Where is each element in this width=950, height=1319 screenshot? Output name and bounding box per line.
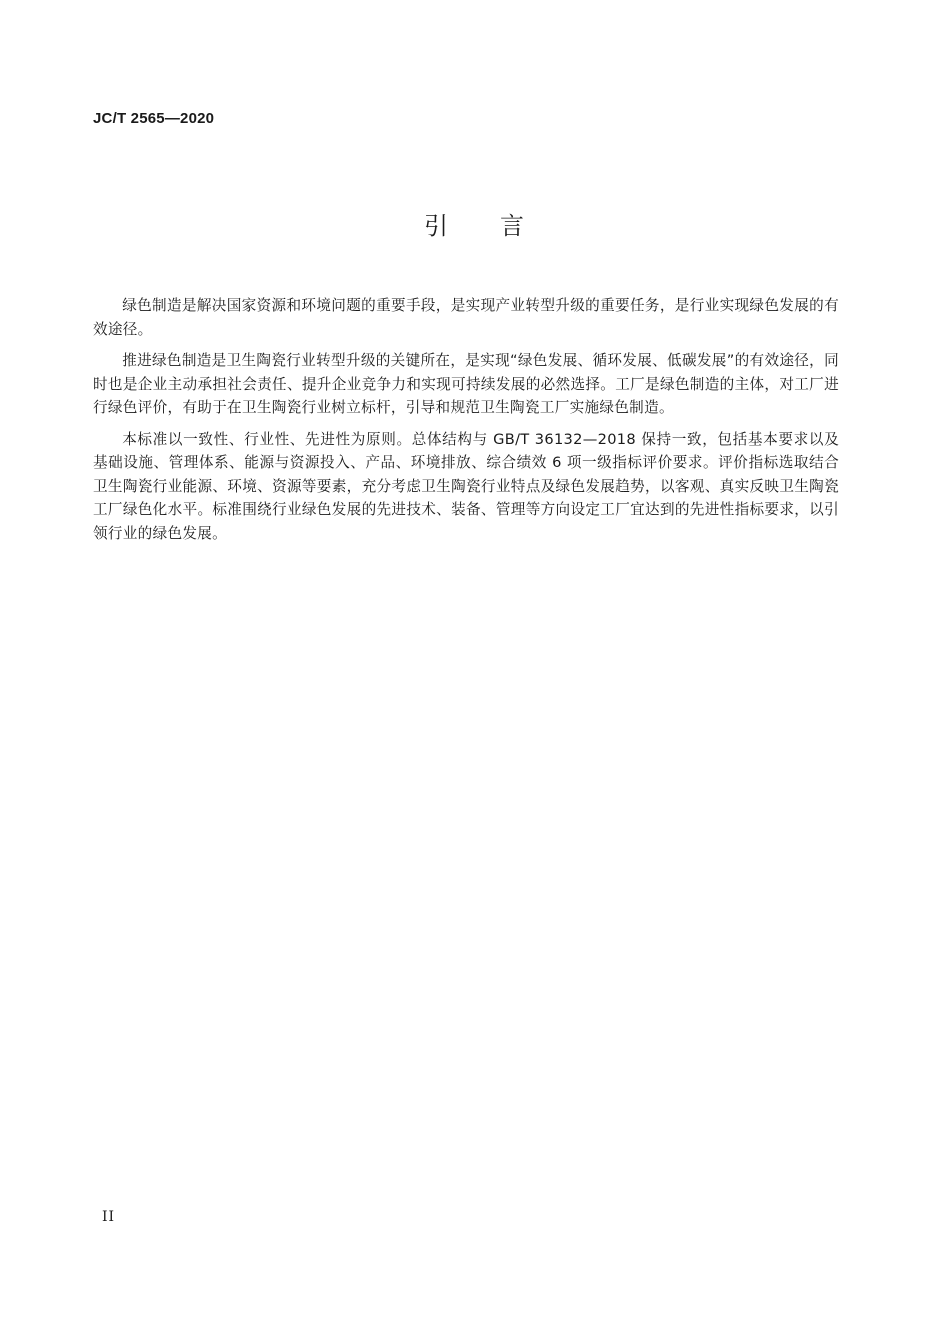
paragraph-3: 本标准以一致性、行业性、先进性为原则。总体结构与 GB/T 36132—2018 保持一致，包括基本要求以及基础设施、管理体系、能源与资源投入、产品、环境排放、综合绩效 6 项一级指标评价要求。评价指标选取结合卫生陶瓷行业能源、环境、资源等要素，充分考虑卫生陶瓷行业特点及绿色发展趋势，以客观、真实反映卫生陶瓷工厂绿色化水平。标准围绕行业绿色发展的先进技术、装备、管理等方向设定工厂宜达到的先进性指标要求，以引领行业的绿色发展。 [93, 430, 839, 542]
section-title-char-1: 引 [424, 212, 450, 240]
standard-number: JC/T 2565—2020 [93, 110, 215, 127]
section-title [0, 206, 950, 241]
paragraph-1: 绿色制造是解决国家资源和环境问题的重要手段，是实现产业转型升级的重要任务，是行业实现绿色发展的有效途径。 [93, 297, 839, 338]
introduction-body [93, 294, 839, 553]
page-number: II [102, 1209, 116, 1225]
paragraph-2: 推进绿色制造是卫生陶瓷行业转型升级的关键所在，是实现“绿色发展、循环发展、低碳发展”的有效途径，同时也是企业主动承担社会责任、提升企业竞争力和实现可持续发展的必然选择。工厂是绿色制造的主体，对工厂进行绿色评价，有助于在卫生陶瓷行业树立标杆，引导和规范卫生陶瓷工厂实施绿色制造。 [93, 352, 839, 416]
section-title-char-2: 言 [500, 212, 526, 240]
